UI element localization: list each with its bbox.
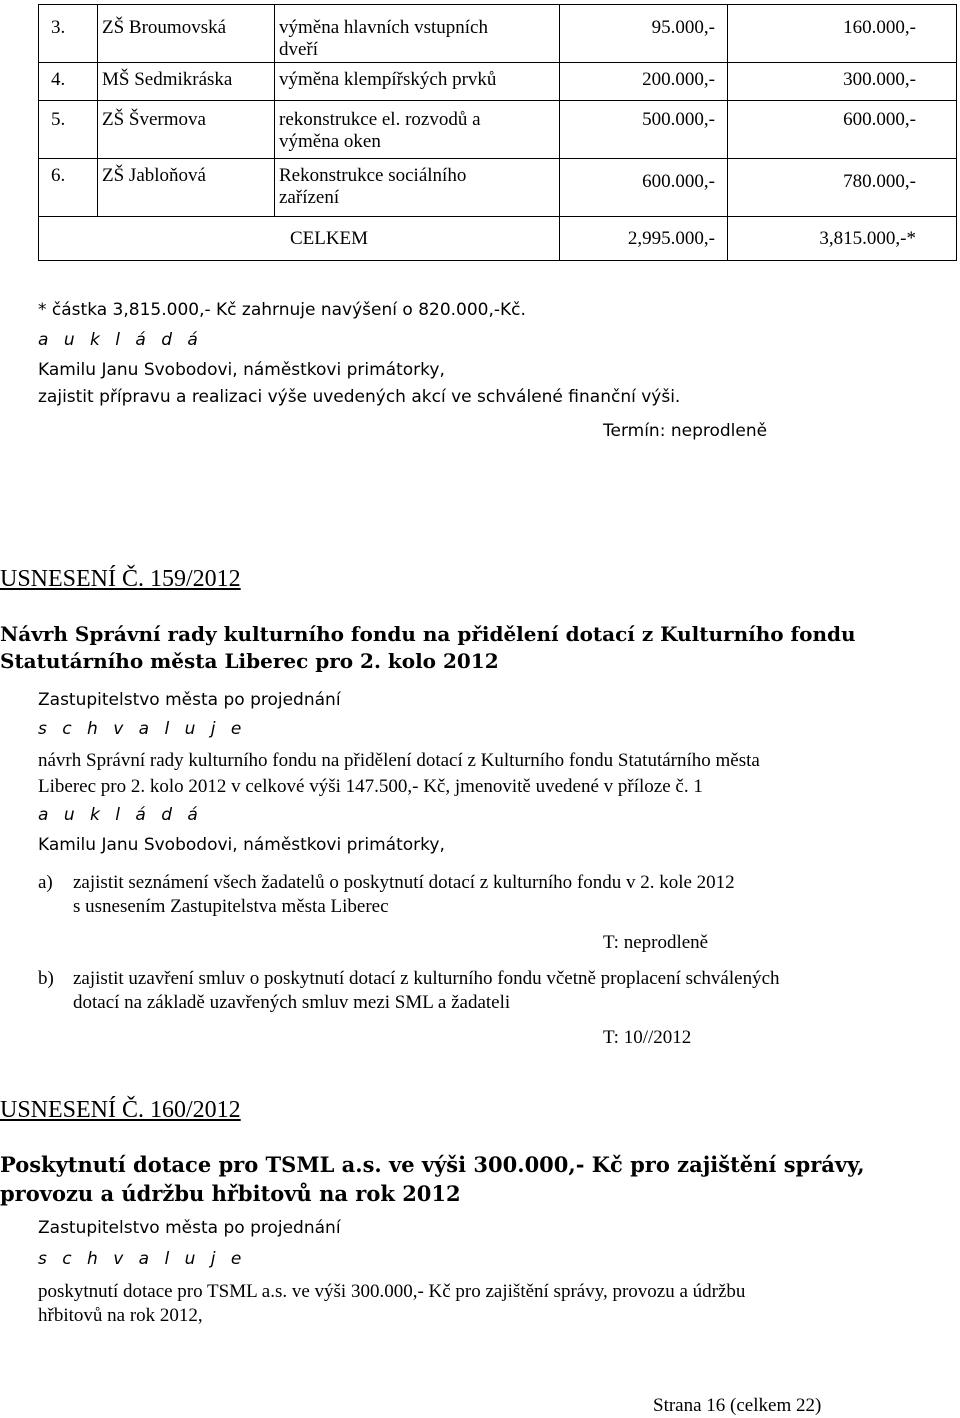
deadline: Termín: neprodleně (603, 421, 768, 441)
school-name: MŠ Sedmikráska (98, 63, 275, 101)
work-description (275, 159, 560, 217)
responsible-person: Kamilu Janu Svobodovi, náměstkovi primátorky, (38, 835, 445, 855)
row-number: 4. (39, 63, 98, 101)
work-line-1: výměna hlavních vstupních (279, 17, 488, 38)
resolution-number: USNESENÍ Č. 159/2012 (0, 566, 241, 592)
school-name: ZŠ Broumovská (98, 5, 275, 63)
work-description (275, 63, 560, 101)
row-number: 3. (39, 5, 98, 63)
resolution-title-line-1: Návrh Správní rady kulturního fondu na přidělení dotací z Kulturního fondu (0, 622, 856, 646)
row-number: 6. (39, 159, 98, 217)
work-description (275, 101, 560, 159)
instructs-label: a u k l á d á (38, 805, 203, 825)
amount-b: 160.000,- (728, 5, 957, 63)
item-a-line-1: zajistit seznámení všech žadatelů o poskytnutí dotací z kulturního fondu v 2. kole 2012 (73, 872, 735, 893)
item-a-label: a) (38, 872, 53, 893)
item-b-line-1: zajistit uzavření smluv o poskytnutí dotací z kulturního fondu včetně proplacení schválených (73, 968, 780, 989)
school-name: ZŠ Jabloňová (98, 159, 275, 217)
resolution-title-line-2: Statutárního města Liberec pro 2. kolo 2012 (0, 649, 499, 673)
row-number: 5. (39, 101, 98, 159)
resolution-text-line-1: poskytnutí dotace pro TSML a.s. ve výši 300.000,- Kč pro zajištění správy, provozu a údržbu (38, 1281, 746, 1302)
item-a-line-2: s usnesením Zastupitelstva města Liberec (73, 896, 389, 917)
total-label: CELKEM (39, 217, 560, 261)
table-row (39, 159, 957, 217)
council-intro: Zastupitelstvo města po projednání (38, 1218, 341, 1238)
table-total-row (39, 217, 957, 261)
amount-a: 600.000,- (560, 159, 728, 217)
amount-a: 200.000,- (560, 63, 728, 101)
total-amount-b: 3,815.000,-* (728, 217, 957, 261)
table-row (39, 5, 957, 63)
amount-b: 600.000,- (728, 101, 957, 159)
work-line-1: výměna klempířských prvků (279, 69, 497, 90)
item-b-label: b) (38, 968, 54, 989)
work-line-1: rekonstrukce el. rozvodů a (279, 109, 481, 130)
instructs-label: a u k l á d á (38, 330, 203, 350)
total-amount-a: 2,995.000,- (560, 217, 728, 261)
resolution-title-line-2: provozu a údržbu hřbitovů na rok 2012 (0, 1181, 461, 1206)
school-name: ZŠ Švermova (98, 101, 275, 159)
table-row (39, 63, 957, 101)
work-line-2: dveří (279, 39, 319, 60)
work-line-2: výměna oken (279, 131, 381, 152)
amount-a: 500.000,- (560, 101, 728, 159)
item-a-deadline: T: neprodleně (603, 932, 709, 953)
table-row (39, 101, 957, 159)
amount-b: 780.000,- (728, 159, 957, 217)
footnote: * částka 3,815.000,- Kč zahrnuje navýšení o 820.000,-Kč. (38, 300, 526, 320)
work-line-1: Rekonstrukce sociálního (279, 165, 467, 186)
resolution-text-line-2: Liberec pro 2. kolo 2012 v celkové výši 147.500,- Kč, jmenovitě uvedené v příloze č. 1 (38, 776, 703, 797)
amount-b: 300.000,- (728, 63, 957, 101)
resolution-text-line-1: návrh Správní rady kulturního fondu na přidělení dotací z Kulturního fondu Statutárního města (38, 750, 760, 771)
work-description (275, 5, 560, 63)
item-b-deadline: T: 10//2012 (603, 1027, 692, 1048)
council-intro: Zastupitelstvo města po projednání (38, 690, 341, 710)
resolution-text-line-2: hřbitovů na rok 2012, (38, 1305, 203, 1326)
responsible-person: Kamilu Janu Svobodovi, náměstkovi primátorky, (38, 360, 445, 380)
resolution-number: USNESENÍ Č. 160/2012 (0, 1097, 241, 1123)
budget-table (38, 4, 957, 261)
item-b-line-2: dotací na základě uzavřených smluv mezi SML a žadateli (73, 992, 511, 1013)
task-text: zajistit přípravu a realizaci výše uvedených akcí ve schválené finanční výši. (38, 387, 681, 407)
work-line-2: zařízení (279, 187, 340, 208)
approves-label: s c h v a l u j e (38, 1249, 247, 1269)
page-number: Strana 16 (celkem 22) (653, 1395, 822, 1416)
resolution-title-line-1: Poskytnutí dotace pro TSML a.s. ve výši 300.000,- Kč pro zajištění správy, (0, 1152, 865, 1177)
amount-a: 95.000,- (560, 5, 728, 63)
approves-label: s c h v a l u j e (38, 719, 247, 739)
